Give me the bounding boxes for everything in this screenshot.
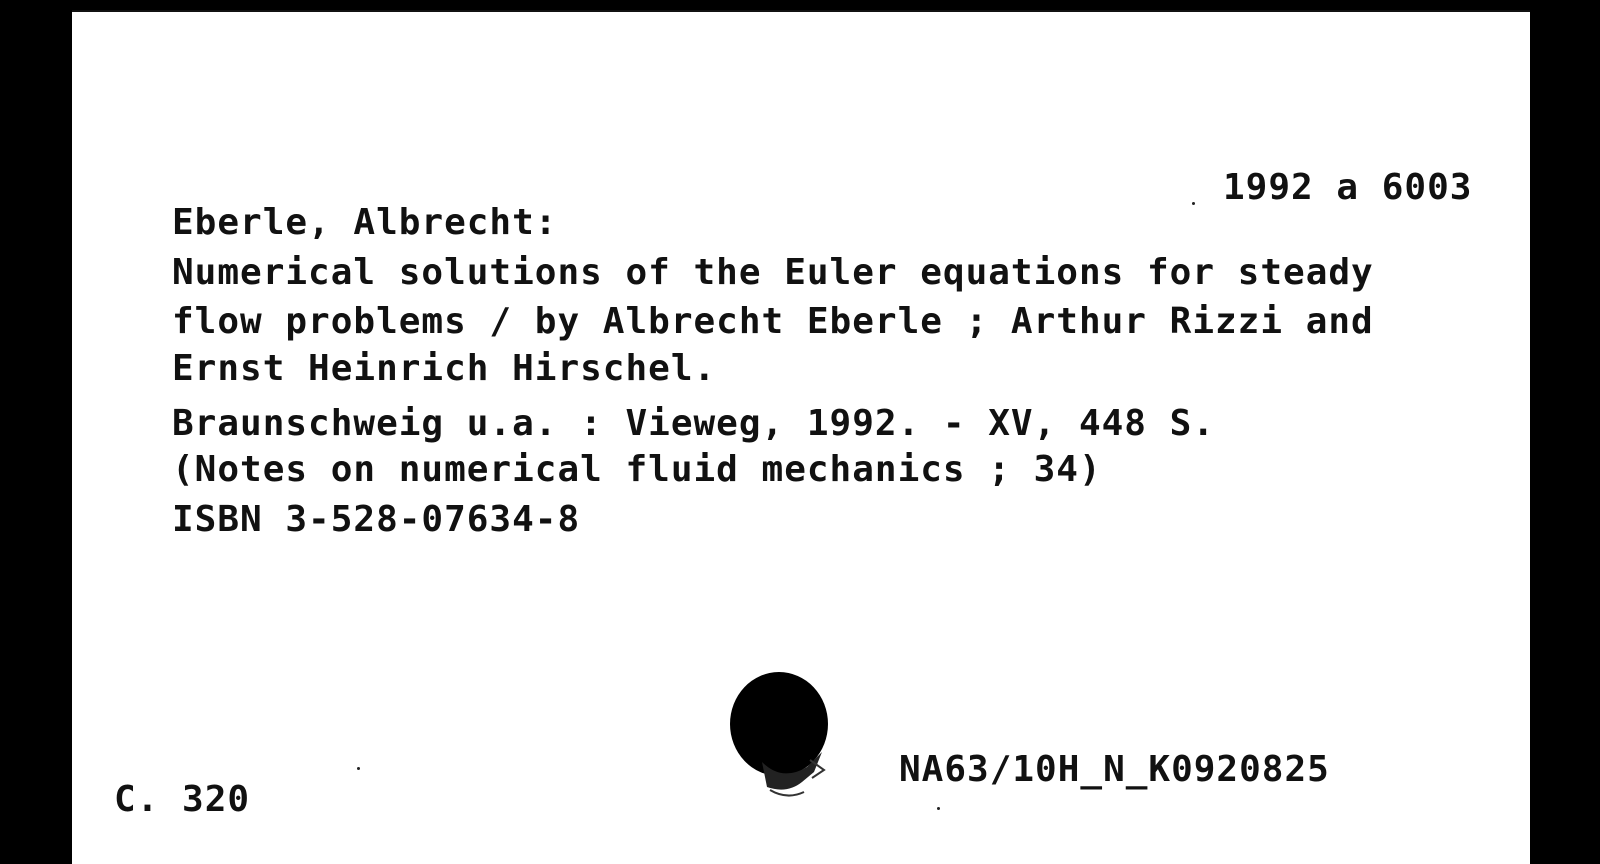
- catalog-card: [72, 10, 1530, 864]
- title-line-1: Numerical solutions of the Euler equations for steady: [172, 252, 1374, 293]
- shelfmark: 1992 a 6003: [1223, 167, 1473, 208]
- series-statement: (Notes on numerical fluid mechanics ; 34): [172, 449, 1102, 490]
- author-heading: Eberle, Albrecht:: [172, 202, 558, 243]
- speck-dot: [1192, 202, 1195, 205]
- title-line-3: Ernst Heinrich Hirschel.: [172, 348, 717, 389]
- title-line-2: flow problems / by Albrecht Eberle ; Arthur Rizzi and: [172, 301, 1374, 342]
- speck-dot: [937, 807, 940, 810]
- isbn: ISBN 3-528-07634-8: [172, 499, 581, 540]
- punch-hole-tear: [752, 742, 832, 802]
- card-number: C. 320: [114, 779, 251, 820]
- speck-dot: [357, 767, 360, 770]
- imprint-line: Braunschweig u.a. : Vieweg, 1992. - XV, 448 S.: [172, 403, 1215, 444]
- catalog-number: NA63/10H_N_K0920825: [899, 749, 1330, 790]
